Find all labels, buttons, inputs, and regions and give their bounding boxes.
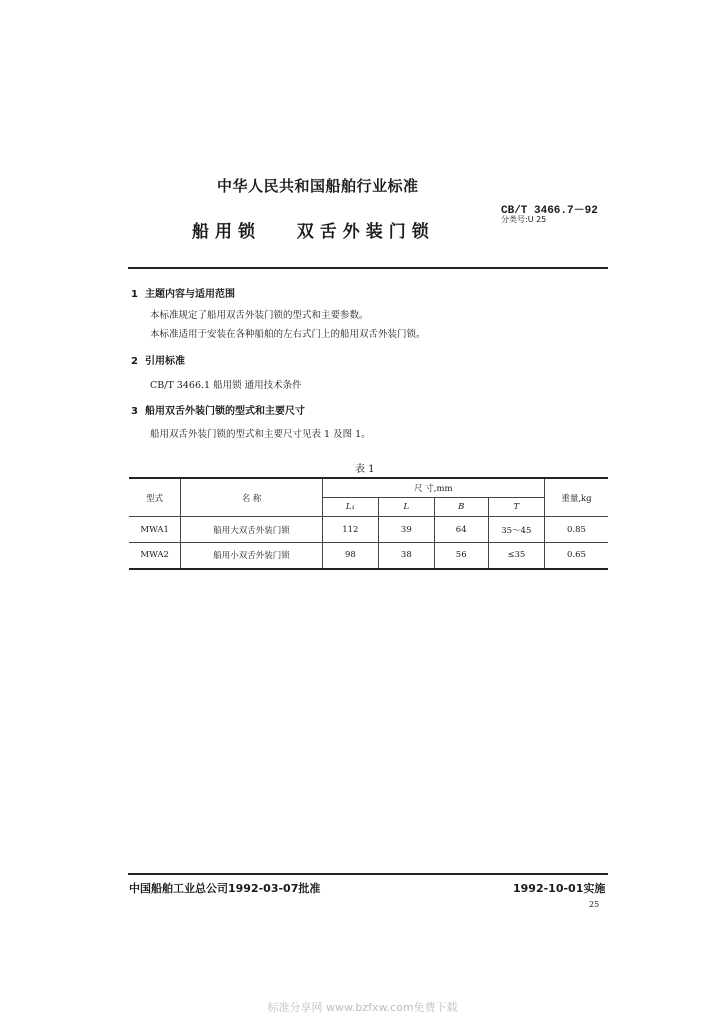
header-weight: 重量,kg <box>544 478 608 517</box>
cell-name: 船用小双舌外装门锁 <box>181 543 322 569</box>
section-3-paragraph-1: 船用双舌外装门锁的型式和主要尺寸见表 1 及图 1。 <box>150 429 371 440</box>
table-header-row <box>129 478 608 498</box>
section-number: 1 <box>131 289 138 300</box>
cell-b: 64 <box>434 517 488 543</box>
cell-model: MWA1 <box>129 517 181 543</box>
approval-line: 中国船舶工业总公司1992-03-07批准 <box>129 882 321 895</box>
cell-model: MWA2 <box>129 543 181 569</box>
cell-name: 船用大双舌外装门锁 <box>181 517 322 543</box>
table-row <box>129 517 608 543</box>
title-left: 船用锁 <box>192 222 261 242</box>
section-number: 2 <box>131 356 138 367</box>
table-row <box>129 543 608 569</box>
cell-l1: 112 <box>322 517 378 543</box>
header-l: L <box>378 498 434 517</box>
section-2-paragraph-1: CB/T 3466.1 船用锁 通用技术条件 <box>150 380 302 391</box>
section-3-heading <box>131 402 305 417</box>
cell-b: 56 <box>434 543 488 569</box>
title-right: 双舌外装门锁 <box>296 222 435 242</box>
header-size: 尺 寸,mm <box>322 478 544 498</box>
effective-date: 1992-10-01实施 <box>513 882 606 895</box>
cell-l: 39 <box>378 517 434 543</box>
header-b: B <box>434 498 488 517</box>
header-name: 名 称 <box>181 478 322 517</box>
section-1-paragraph-1: 本标准规定了船用双舌外装门锁的型式和主要参数。 <box>150 310 369 321</box>
section-title: 引用标准 <box>145 356 185 367</box>
document-title <box>192 217 435 242</box>
header-model: 型式 <box>129 478 181 517</box>
cell-l: 38 <box>378 543 434 569</box>
section-1-heading <box>131 285 235 300</box>
section-number: 3 <box>131 406 138 417</box>
header-rule <box>128 267 608 269</box>
header-l1: L₁ <box>322 498 378 517</box>
footer-rule <box>128 873 608 875</box>
cell-t: ≤35 <box>488 543 544 569</box>
section-2-heading <box>131 352 185 367</box>
standard-authority: 中华人民共和国船舶行业标准 <box>217 177 419 195</box>
classification-number: 分类号:U 25 <box>501 215 547 224</box>
watermark: 标准分享网 www.bzfxw.com免费下载 <box>267 1001 458 1014</box>
cell-t: 35～45 <box>488 517 544 543</box>
cell-l1: 98 <box>322 543 378 569</box>
section-1-paragraph-2: 本标准适用于安装在各种船舶的左右式门上的船用双舌外装门锁。 <box>150 329 426 340</box>
standard-code: CB/T 3466.7－92 <box>501 205 598 217</box>
header-t: T <box>488 498 544 517</box>
cell-weight: 0.65 <box>544 543 608 569</box>
dimensions-table <box>129 477 608 570</box>
section-title: 船用双舌外装门锁的型式和主要尺寸 <box>145 406 305 417</box>
table-caption: 表 1 <box>355 464 375 475</box>
section-title: 主题内容与适用范围 <box>145 289 235 300</box>
cell-weight: 0.85 <box>544 517 608 543</box>
page-number: 25 <box>589 900 600 909</box>
